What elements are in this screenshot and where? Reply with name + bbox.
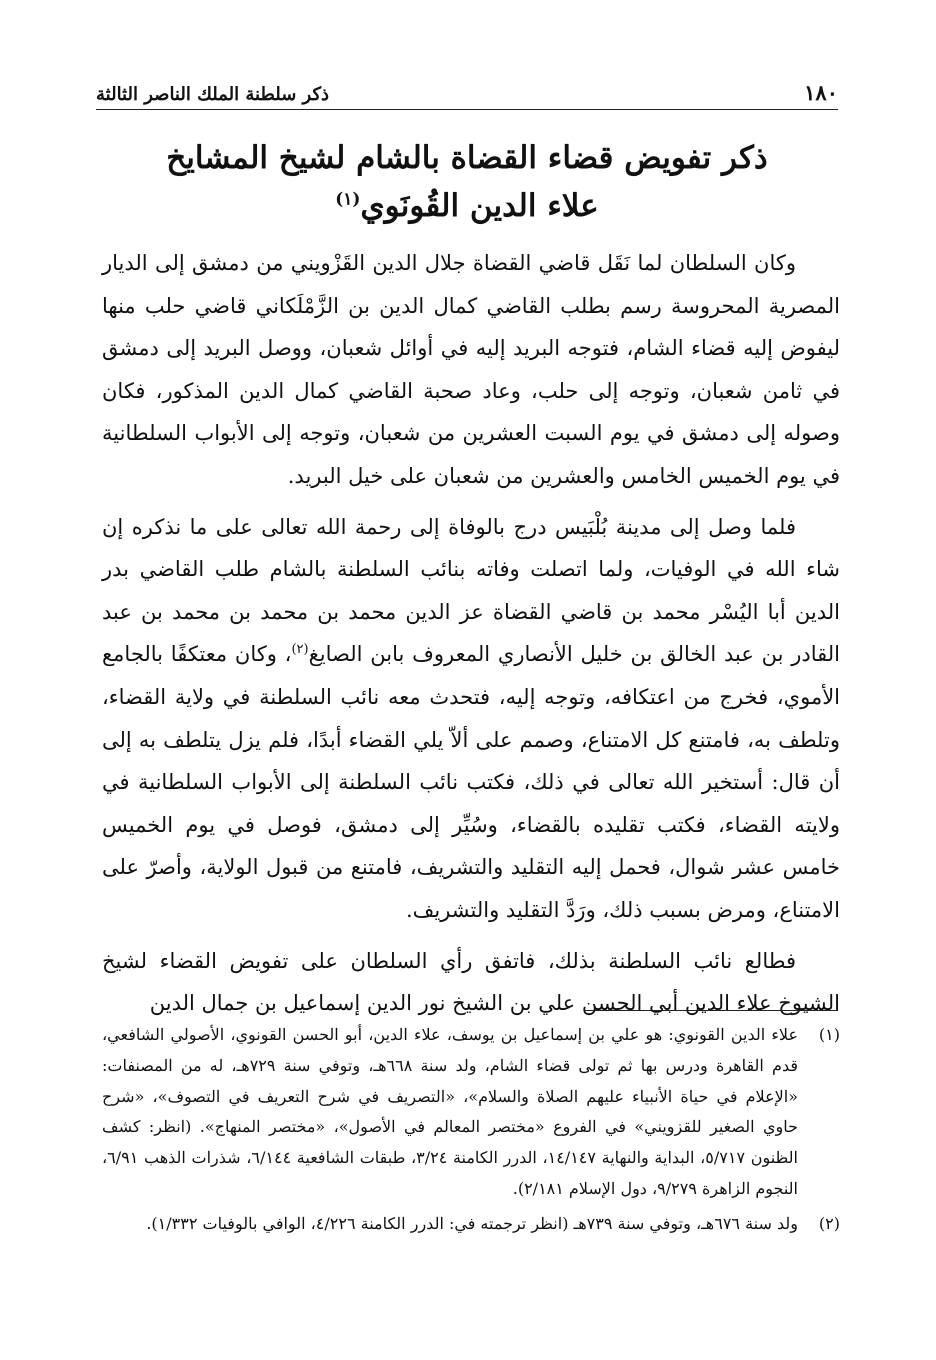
paragraph-2-part-1: فلما وصل إلى مدينة بُلْبَيس درج بالوفاة إلى رحمة الله تعالى على ما نذكره إن شاء الله في الوفيات، ولما اتصلت وفاته بنائب السلطنة بالشام طلب القاضي بدر الدين أبا اليُسْر محمد بن قاضي القضاة عز الدين محمد بن محمد بن محمد بن عبد القادر بن عبد الخالق بن خليل الأنصاري المعروف بابن الصايغ <box>102 514 840 667</box>
paragraph-1: وكان السلطان لما نَقَل قاضي القضاة جلال الدين القَزْويني من دمشق إلى الديار المصرية المحروسة رسم بطلب القاضي كمال الدين بن الزَّمْلَكاني قاضي حلب منها ليفوض إليه قضاء الشام، فتوجه البريد إليه في أوائل شعبان، ووصل البريد إلى دمشق في ثامن شعبان، وتوجه إلى حلب، وعاد صحبة القاضي كمال الدين المذكور، فكان وصوله إلى دمشق في يوم السبت العشرين من شعبان، وتوجه إلى الأبواب السلطانية في يوم الخميس الخامس والعشرين من شعبان على خيل البريد. <box>102 251 840 488</box>
chapter-title-line-2 <box>96 182 838 230</box>
footnote-1 <box>102 1020 840 1205</box>
chapter-title <box>96 134 838 230</box>
body-text <box>102 242 840 1033</box>
footnotes <box>102 1020 840 1244</box>
footnote-ref-2[interactable]: (٢) <box>291 642 309 658</box>
paragraph-2-part-2: ، وكان معتكفًا بالجامع الأموي، فخرج من اعتكافه، وتوجه إليه، فتحدث معه نائب السلطنة في ولاية القضاء، وتلطف به، فامتنع كل الامتناع، وصمم على ألاّ يلي القضاء أبدًا، فلم يزل يتلطف به إلى أن قال: أستخير الله تعالى في ذلك، فكتب نائب السلطنة إلى الأبواب السلطانية في ولايته القضاء، فكتب تقليده بالقضاء، وسُيِّر إلى دمشق، فوصل في يوم الخميس خامس عشر شوال، فحمل إليه التقليد والتشريف، فامتنع من قبول الولاية، وأصرّ على الامتناع، ومرض بسبب ذلك، ورَدَّ التقليد والتشريف. <box>102 642 840 922</box>
page-header <box>96 66 838 110</box>
footnote-ref-1[interactable]: (١) <box>335 189 361 210</box>
page-number: ١٨٠ <box>804 80 838 105</box>
footnote-2 <box>102 1209 840 1240</box>
footnote-number: (٢) <box>818 1213 840 1233</box>
footnote-text: علاء الدين القونوي: هو علي بن إسماعيل بن يوسف، علاء الدين، أبو الحسن القونوي، الأصولي الشافعي، قدم القاهرة ودرس بها ثم تولى قضاء الشام، ولد سنة ٦٦٨هـ، وتوفي سنة ٧٢٩هـ، له من المصنفات: «الإعلام في حياة الأنبياء عليهم الصلاة والسلام»، «التصريف في شرح التعريف في التصوف»، «شرح حاوي الصغير للقزويني» في الفروع «مختصر المعالم في الأصول»، «مختصر المنهاج». (انظر: كشف الظنون ٥/٧١٧، البداية والنهاية ١٤/١٤٧، الدرر الكامنة ٣/٢٤، طبقات الشافعية ٦/١٤٤، شذرات الذهب ٦/٩١، النجوم الزاهرة ٩/٢٧٩، دول الإسلام ٢/١٨١). <box>102 1025 798 1198</box>
paragraph-2 <box>102 506 840 932</box>
paragraph-3: فطالع نائب السلطنة بذلك، فاتفق رأي السلطان على تفويض القضاء لشيخ الشيوخ علاء الدين أبي الحسن علي بن الشيخ نور الدين إسماعيل بن جمال الدين <box>102 948 840 1016</box>
footnote-number: (١) <box>818 1025 840 1044</box>
running-title: ذكر سلطنة الملك الناصر الثالثة <box>96 84 330 105</box>
chapter-title-line-2-text: علاء الدين القُونَوي <box>360 188 599 224</box>
footnote-separator <box>584 1010 838 1011</box>
chapter-title-line-1: ذكر تفويض قضاء القضاة بالشام لشيخ المشايخ <box>166 140 768 176</box>
footnote-text: ولد سنة ٦٧٦هـ، وتوفي سنة ٧٣٩هـ (انظر ترجمته في: الدرر الكامنة ٤/٢٢٦، الوافي بالوفيات ١/٣٣٢). <box>146 1213 798 1233</box>
